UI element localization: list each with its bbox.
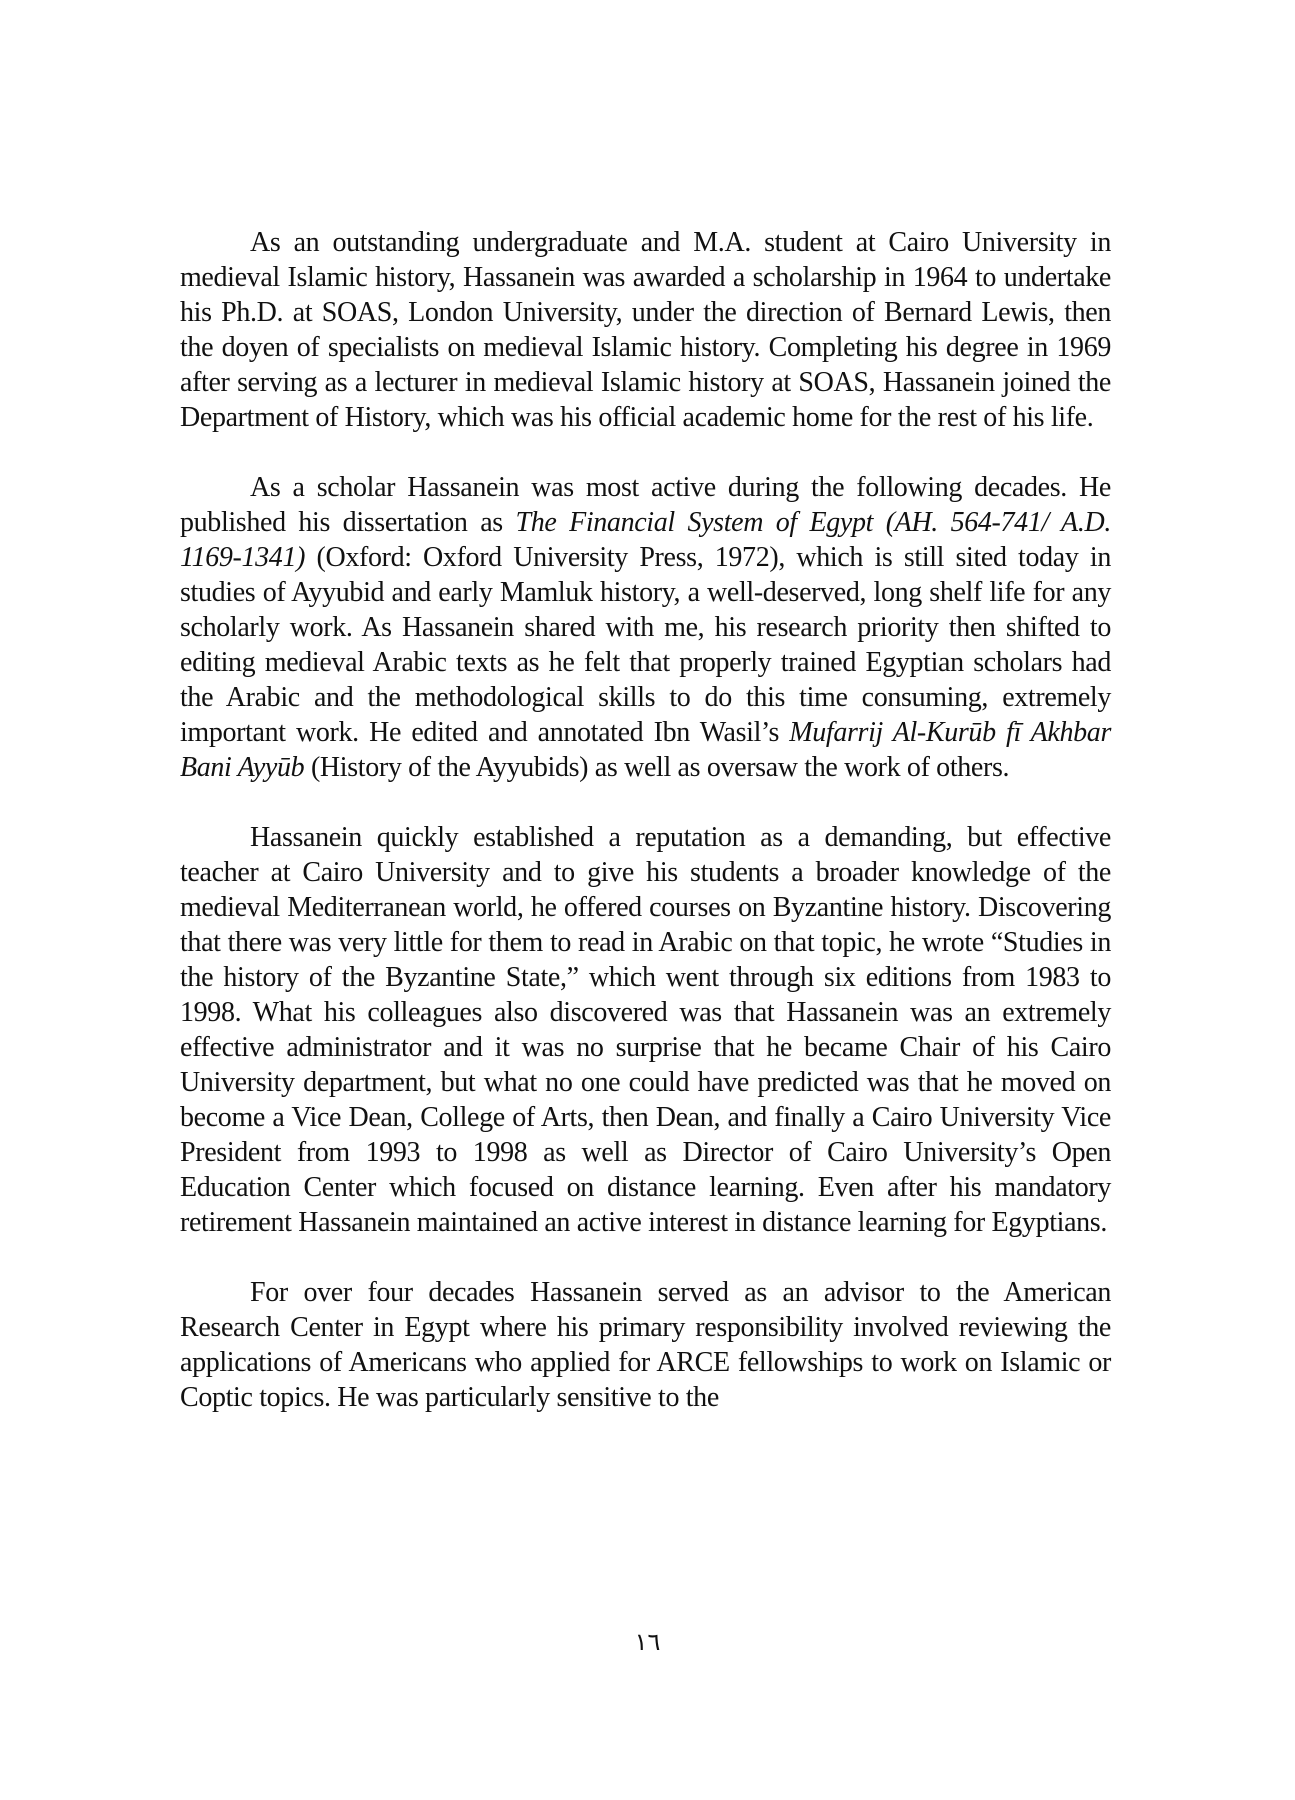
paragraph-scholarship	[180, 470, 1111, 785]
document-page	[180, 225, 1111, 1415]
paragraph-teaching-administration	[180, 820, 1111, 1240]
book-title-financial-system: The Financial System of Egypt (AH. 564-741/ A.D. 1169-1341)	[180, 507, 1111, 573]
paragraph-text: (History of the Ayyubids) as well as oversaw the work of others.	[304, 752, 1010, 783]
paragraph-text: For over four decades Hassanein served as an advisor to the American Research Center in Egypt where his primary responsibility involved reviewing the applications of Americans who applied for ARCE fellowships to work on Islamic or Coptic topics. He was particularly sensitive to the	[180, 1277, 1111, 1413]
paragraph-text: As a scholar Hassanein was most active during the following decades. He published his dissertation as	[180, 472, 1111, 538]
paragraph-arce-advisor	[180, 1275, 1111, 1415]
paragraph-education	[180, 225, 1111, 435]
book-title-mufarrij: Mufarrij Al-Kurūb fī Akhbar Bani Ayyūb	[180, 717, 1111, 783]
paragraph-text: (Oxford: Oxford University Press, 1972), which is still sited today in studies of Ayyubid and early Mamluk history, a well-deserved, long shelf life for any scholarly work. As Hassanein shared with me, his research priority then shifted to editing medieval Arabic texts as he felt that properly trained Egyptian scholars had the Arabic and the methodological skills to do this time consuming, extremely important work. He edited and annotated Ibn Wasil’s	[180, 542, 1111, 748]
page-number: ١٦	[634, 1628, 661, 1656]
paragraph-text: Hassanein quickly established a reputation as a demanding, but effective teacher at Cairo University and to give his students a broader knowledge of the medieval Mediterranean world, he offered courses on Byzantine history. Discovering that there was very little for them to read in Arabic on that topic, he wrote “Studies in the history of the Byzantine State,” which went through six editions from 1983 to 1998. What his colleagues also discovered was that Hassanein was an extremely effective administrator and it was no surprise that he became Chair of his Cairo University department, but what no one could have predicted was that he moved on become a Vice Dean, College of Arts, then Dean, and finally a Cairo University Vice President from 1993 to 1998 as well as Director of Cairo University’s Open Education Center which focused on distance learning. Even after his mandatory retirement Hassanein maintained an active interest in distance learning for Egyptians.	[180, 822, 1111, 1238]
paragraph-text: As an outstanding undergraduate and M.A. student at Cairo University in medieval Islamic history, Hassanein was awarded a scholarship in 1964 to undertake his Ph.D. at SOAS, London University, under the direction of Bernard Lewis, then the doyen of specialists on medieval Islamic history. Completing his degree in 1969 after serving as a lecturer in medieval Islamic history at SOAS, Hassanein joined the Department of History, which was his official academic home for the rest of his life.	[180, 227, 1111, 433]
